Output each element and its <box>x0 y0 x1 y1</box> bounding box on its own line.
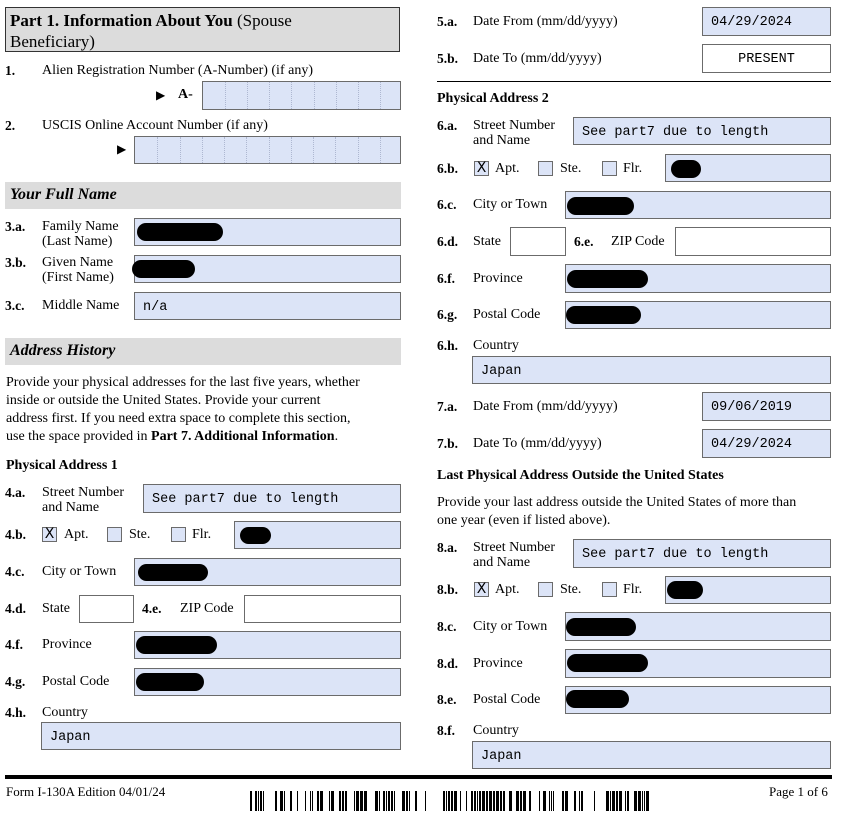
outside-unit-number: 8.b. <box>437 582 459 597</box>
outside-us-intro: Provide your last address outside the United States of more than one year (even if listed above). <box>437 495 797 528</box>
addr1-zip-field[interactable] <box>244 595 401 623</box>
addr2-country-label: Country <box>473 338 519 353</box>
redaction-mark <box>567 197 634 215</box>
addr2-postal-label: Postal Code <box>473 307 541 322</box>
redaction-mark <box>667 581 703 599</box>
given-name-label: Given Name (First Name) <box>42 255 114 285</box>
outside-province-number: 8.d. <box>437 656 459 671</box>
addr1-country-label: Country <box>42 705 88 720</box>
field-divider <box>291 82 292 109</box>
addr2-postal-number: 6.g. <box>437 307 458 322</box>
addr2-country-field[interactable]: Japan <box>472 356 831 384</box>
outside-postal-number: 8.e. <box>437 692 457 707</box>
part-title-rest-2: Beneficiary) <box>10 32 95 51</box>
date-from-1-field[interactable]: 04/29/2024 <box>702 7 831 36</box>
given-name-number: 3.b. <box>5 255 27 270</box>
addr2-apt-checkbox[interactable]: X <box>474 161 489 176</box>
field-divider <box>313 137 314 163</box>
field-divider <box>291 137 292 163</box>
addr2-flr-label: Flr. <box>623 161 643 176</box>
arrow-right-icon: ▶ <box>156 88 166 102</box>
addr1-province-label: Province <box>42 637 92 652</box>
q2-number: 2. <box>5 118 16 133</box>
addr2-ste-label: Ste. <box>560 161 582 176</box>
date-from-2-number: 7.a. <box>437 399 458 414</box>
addr1-ste-label: Ste. <box>129 527 151 542</box>
physical-address-2-title: Physical Address 2 <box>437 91 549 106</box>
field-divider <box>380 82 381 109</box>
addr2-unit-number: 6.b. <box>437 161 459 176</box>
addr2-city-label: City or Town <box>473 197 548 212</box>
addr1-state-number: 4.d. <box>5 601 27 616</box>
addr2-zip-number: 6.e. <box>574 234 594 249</box>
middle-name-field[interactable]: n/a <box>134 292 401 320</box>
field-divider <box>380 137 381 163</box>
field-divider <box>247 82 248 109</box>
addr2-street-number: 6.a. <box>437 118 458 133</box>
field-divider <box>180 137 181 163</box>
outside-country-field[interactable]: Japan <box>472 741 831 769</box>
addr2-street-field[interactable]: See part7 due to length <box>573 117 831 145</box>
addr1-unit-number: 4.b. <box>5 527 27 542</box>
addr2-state-field[interactable] <box>510 227 566 256</box>
addr1-province-number: 4.f. <box>5 637 23 652</box>
addr1-state-field[interactable] <box>79 595 134 623</box>
redaction-mark <box>132 260 195 278</box>
redaction-mark <box>240 527 271 544</box>
date-to-2-field[interactable]: 04/29/2024 <box>702 429 831 458</box>
addr1-flr-checkbox[interactable] <box>171 527 186 542</box>
outside-country-number: 8.f. <box>437 723 455 738</box>
redaction-mark <box>566 690 629 708</box>
addr2-province-label: Province <box>473 271 523 286</box>
full-name-section-title: Your Full Name <box>10 186 117 203</box>
family-name-number: 3.a. <box>5 219 26 234</box>
redaction-mark <box>136 673 204 691</box>
addr1-ste-checkbox[interactable] <box>107 527 122 542</box>
addr2-zip-label: ZIP Code <box>611 234 665 249</box>
outside-city-number: 8.c. <box>437 619 457 634</box>
outside-apt-checkbox[interactable]: X <box>474 582 489 597</box>
addr2-zip-field[interactable] <box>675 227 831 256</box>
addr2-province-number: 6.f. <box>437 271 455 286</box>
outside-flr-label: Flr. <box>623 582 643 597</box>
date-to-1-label: Date To (mm/dd/yyyy) <box>473 51 602 66</box>
outside-apt-label: Apt. <box>495 582 520 597</box>
addr1-zip-label: ZIP Code <box>180 601 234 616</box>
outside-flr-checkbox[interactable] <box>602 582 617 597</box>
addr2-street-label: Street Number and Name <box>473 118 556 148</box>
footer-page-number: Page 1 of 6 <box>769 784 828 799</box>
addr1-postal-number: 4.g. <box>5 674 26 689</box>
q1-number: 1. <box>5 63 16 78</box>
outside-ste-checkbox[interactable] <box>538 582 553 597</box>
addr1-postal-label: Postal Code <box>42 674 110 689</box>
part-title-bold: Part 1. Information About You <box>10 11 233 30</box>
a-number-field[interactable] <box>202 81 401 110</box>
footer-rule <box>5 775 832 779</box>
date-to-1-number: 5.b. <box>437 51 459 66</box>
redaction-mark <box>567 270 648 288</box>
redaction-mark <box>566 618 636 636</box>
field-divider <box>335 137 336 163</box>
a-number-prefix: A- <box>178 87 193 102</box>
field-divider <box>224 137 225 163</box>
address-history-section-title: Address History <box>10 342 116 359</box>
field-divider <box>314 82 315 109</box>
addr2-ste-checkbox[interactable] <box>538 161 553 176</box>
addr1-country-field[interactable]: Japan <box>41 722 401 750</box>
outside-street-field[interactable]: See part7 due to length <box>573 539 831 568</box>
barcode-icon <box>250 791 650 811</box>
addr1-apt-label: Apt. <box>64 527 89 542</box>
q1-label: Alien Registration Number (A-Number) (if any) <box>42 63 313 78</box>
outside-city-label: City or Town <box>473 619 548 634</box>
part-title-rest: (Spouse <box>232 11 292 30</box>
field-divider <box>358 137 359 163</box>
date-to-2-number: 7.b. <box>437 436 459 451</box>
addr2-state-number: 6.d. <box>437 234 459 249</box>
q2-label: USCIS Online Account Number (if any) <box>42 118 268 133</box>
addr1-state-label: State <box>42 601 70 616</box>
addr2-country-number: 6.h. <box>437 338 459 353</box>
outside-us-title: Last Physical Address Outside the United States <box>437 468 724 483</box>
redaction-mark <box>671 160 701 178</box>
family-name-label: Family Name (Last Name) <box>42 219 119 249</box>
redaction-mark <box>567 654 648 672</box>
outside-street-number: 8.a. <box>437 540 458 555</box>
addr2-city-number: 6.c. <box>437 197 457 212</box>
middle-name-label: Middle Name <box>42 298 120 313</box>
divider <box>437 81 831 82</box>
outside-postal-label: Postal Code <box>473 692 541 707</box>
date-from-2-field[interactable]: 09/06/2019 <box>702 392 831 421</box>
addr2-state-label: State <box>473 234 501 249</box>
redaction-mark <box>137 223 223 241</box>
field-divider <box>336 82 337 109</box>
redaction-mark <box>136 636 217 654</box>
field-divider <box>225 82 226 109</box>
date-to-1-field[interactable]: PRESENT <box>702 44 831 73</box>
part-title <box>10 10 395 52</box>
addr1-city-label: City or Town <box>42 564 117 579</box>
addr1-zip-number: 4.e. <box>142 601 162 616</box>
field-divider <box>358 82 359 109</box>
uscis-account-field[interactable] <box>134 136 401 164</box>
addr2-flr-checkbox[interactable] <box>602 161 617 176</box>
field-divider <box>269 137 270 163</box>
date-from-2-label: Date From (mm/dd/yyyy) <box>473 399 618 414</box>
addr1-apt-checkbox[interactable]: X <box>42 527 57 542</box>
addr1-street-label: Street Number and Name <box>42 485 125 515</box>
address-history-intro: Provide your physical addresses for the last five years, whether inside or outside the United States. Provide your current address first. If you need extra space to complete this section, use the space provided in Part 7. Additional Information. <box>6 375 360 444</box>
field-divider <box>246 137 247 163</box>
redaction-mark <box>566 306 641 324</box>
outside-street-label: Street Number and Name <box>473 540 556 570</box>
redaction-mark <box>138 564 208 581</box>
outside-country-label: Country <box>473 723 519 738</box>
addr1-country-number: 4.h. <box>5 705 27 720</box>
middle-name-number: 3.c. <box>5 298 25 313</box>
addr1-street-number: 4.a. <box>5 485 26 500</box>
addr1-flr-label: Flr. <box>192 527 212 542</box>
field-divider <box>157 137 158 163</box>
outside-province-label: Province <box>473 656 523 671</box>
footer-form-id: Form I-130A Edition 04/01/24 <box>6 784 166 799</box>
physical-address-1-title: Physical Address 1 <box>6 458 118 473</box>
addr1-city-number: 4.c. <box>5 564 25 579</box>
date-from-1-label: Date From (mm/dd/yyyy) <box>473 14 618 29</box>
date-to-2-label: Date To (mm/dd/yyyy) <box>473 436 602 451</box>
field-divider <box>269 82 270 109</box>
addr1-street-field[interactable]: See part7 due to length <box>143 484 401 513</box>
addr2-apt-label: Apt. <box>495 161 520 176</box>
outside-ste-label: Ste. <box>560 582 582 597</box>
arrow-right-icon: ▶ <box>117 142 127 156</box>
field-divider <box>202 137 203 163</box>
date-from-1-number: 5.a. <box>437 14 458 29</box>
